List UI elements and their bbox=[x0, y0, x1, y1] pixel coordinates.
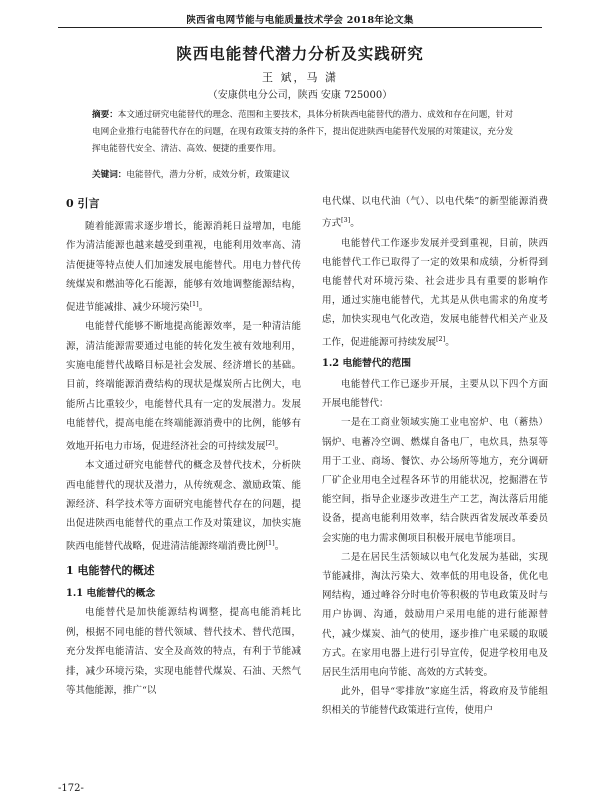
paragraph-end: 。 bbox=[350, 218, 360, 230]
paragraph-end: 。 bbox=[274, 440, 285, 452]
industrial-paragraph: 一是在工商业领域实施工业电窑炉、电（蓄热）锅炉、电蓄冷空调、燃煤自备电厂，电炊具，热泵等用于工业、商场、餐饮、办公场所等地方，充分调研厂矿企业用电全过程各环节的用能状况，挖掘潜在节能空间，指导企业逐步改进生产工艺，淘汰落后用能设备，提高电能利用效率，结合陕西省发展改革委员会实施的电力需求侧项目积极开展电节能项目。 bbox=[322, 417, 548, 544]
zero-emission-paragraph: 此外，倡导“零排放”家庭生活，将政府及节能组织相关的节能替代政策进行宣传，使用户 bbox=[322, 686, 548, 717]
paragraph-end: 。 bbox=[445, 336, 455, 348]
subsection-1-2-heading: 1.2 电能替代的范围 bbox=[322, 357, 412, 369]
section-1-heading: 1 电能替代的概述 bbox=[66, 564, 155, 578]
page-number: -172- bbox=[58, 783, 84, 794]
paragraph-text: 电能替代能够不断地提高能源效率，是一种清洁能源，清洁能源需要通过电能的转化发生被有效地利用，实施电能替代战略目标是社会发展、经济增长的基础。目前，终端能源消费结构的现状是煤炭所占比例大，电能所占比重较少，电能替代具有一定的发展潜力。发展电能替代，提高电能在终端能源消费中的比例，能够有效地开拓电力市场，促进经济社会的可持续发展 bbox=[66, 321, 301, 452]
paragraph-text: 本文通过研究电能替代的概念及替代技术，分析陕西电能替代的现状及潜力，从传统观念、激励政策、能源经济、科学技术等方面研究电能替代存在的问题，提出促进陕西电能替代的重点工作及对策建议，加快实施陕西电能替代战略，促进清洁能源终端消费比例 bbox=[66, 460, 301, 552]
abstract-label: 摘要： bbox=[92, 110, 118, 120]
intro-paragraph-1 bbox=[66, 217, 301, 317]
citation-ref: [1] bbox=[265, 538, 275, 547]
right-column bbox=[322, 192, 548, 721]
paragraph-text: 随着能源需求逐步增长，能源消耗日益增加，电能作为清洁能源也越来越受到重视，电能利用效率高、清洁便捷等特点使人们加速发展电能替代。用电力替代传统煤炭和燃油等化石能源，能够有效地调整能源结构，促进节能减排、减少环境污染 bbox=[66, 221, 301, 313]
paper-affiliation: （安康供电分公司，陕西 安康 725000） bbox=[207, 90, 393, 101]
citation-ref: [1] bbox=[189, 299, 199, 308]
paragraph-end: 。 bbox=[274, 540, 285, 552]
running-header: 陕西省电网节能与电能质量技术学会 2018年论文集 bbox=[186, 15, 414, 26]
abstract bbox=[92, 107, 520, 158]
paragraph-text: 电能替代工作逐步发展并受到重视，目前，陕西电能替代工作已取得了一定的效果和成绩，分析得到电能替代对环境污染、社会进步具有重要的影响作用，通过实施电能替代，尤其是从供电需求的角度考虑，加快实现电气化改造，发展电能替代相关产业及工作，促进能源可持续发展 bbox=[322, 237, 548, 348]
continued-paragraph bbox=[322, 192, 548, 234]
keywords-label: 关键词： bbox=[92, 170, 127, 180]
keywords-text: 电能替代，潜力分析，成效分析，政策建议 bbox=[126, 170, 290, 180]
citation-ref: [2] bbox=[436, 334, 446, 343]
abstract-text: 本文通过研究电能替代的理念、范围和主要技术，具体分析陕西电能替代的潜力、成效和存在问题，针对电网企业推行电能替代存在的问题，在现有政策支持的条件下，提出促进陕西电能替代发展的对策建议，充分发挥电能替代安全、清洁、高效、便捷的重要作用。 bbox=[92, 110, 514, 154]
keywords bbox=[92, 167, 520, 184]
progress-paragraph bbox=[322, 234, 548, 352]
citation-ref: [2] bbox=[265, 438, 275, 447]
left-column bbox=[66, 194, 301, 700]
citation-ref: [3] bbox=[341, 216, 351, 225]
paper-title: 陕西电能替代潜力分析及实践研究 bbox=[176, 44, 424, 63]
concept-paragraph: 电能替代是加快能源结构调整，提高电能消耗比例，根据不同电能的替代领域、替代技术、替代范围，充分发挥电能清洁、安全及高效的特点，有利于节能减排，减少环境污染，实现电能替代煤炭、石油、天然气等其他能源，推广“以 bbox=[66, 607, 301, 696]
scope-intro-paragraph: 电能替代工作已逐步开展，主要从以下四个方面开展电能替代： bbox=[322, 378, 548, 410]
intro-paragraph-3 bbox=[66, 456, 301, 556]
paragraph-end: 。 bbox=[198, 301, 209, 313]
subsection-1-1-heading: 1.1 电能替代的概念 bbox=[66, 588, 156, 600]
residential-paragraph: 二是在居民生活领域以电气化发展为基础，实现节能减排，淘汰污染大、效率低的用电设备，优化电网结构，通过峰谷分时电价等积极的节电政策及时与用户协调、沟通，鼓励用户采用电能的进行能源替代，减少煤炭、油气的使用，逐步推广电采暖的取暖方式。在家用电器上进行引导宣传，促进学校用电及居民生活用电向节能、高效的方式转变。 bbox=[322, 551, 548, 678]
intro-paragraph-2 bbox=[66, 317, 301, 456]
paper-authors: 王 斌，马 潇 bbox=[262, 71, 338, 84]
section-0-heading: 0 引言 bbox=[66, 197, 100, 210]
paragraph-text: 电代煤、以电代油（气）、以电代柴”的新型能源消费方式 bbox=[322, 196, 548, 230]
header-divider bbox=[58, 27, 542, 28]
